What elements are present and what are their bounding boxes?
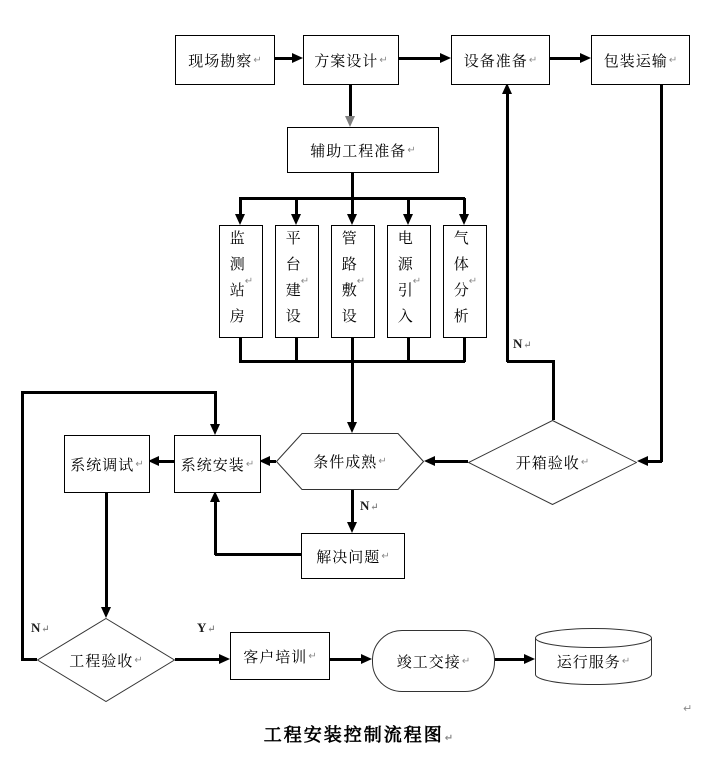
arrowhead-right (292, 53, 303, 63)
connector-line (407, 336, 410, 362)
connector-line (215, 553, 301, 556)
connector-line (493, 658, 524, 661)
arrowhead-down (347, 214, 357, 225)
node-monitor-station (219, 225, 263, 338)
node-system-debug (64, 435, 150, 493)
connector-line (214, 391, 217, 424)
paragraph-mark: ↵ (308, 650, 317, 662)
node-gas-analysis (443, 225, 487, 338)
node-system-install (174, 435, 261, 493)
connector-line (552, 360, 555, 420)
node-label: 系统调试 (70, 456, 135, 474)
paragraph-mark: ↵ (356, 276, 366, 287)
node-scheme-design (303, 35, 399, 85)
node-customer-training (230, 632, 330, 680)
paragraph-mark: ↵ (668, 54, 678, 66)
arrowhead-down (101, 607, 111, 618)
node-completion-handover (372, 630, 495, 692)
paragraph-mark: ↵ (41, 624, 50, 635)
connector-line (269, 460, 276, 463)
connector-line (239, 198, 242, 215)
paragraph-mark: ↵ (523, 340, 532, 351)
connector-line (506, 93, 509, 362)
node-label: 运行服务 (556, 654, 621, 671)
branch-label-no-upper: N↵ (513, 336, 532, 351)
node-label: 包装运输 (603, 52, 668, 70)
branch-label-yes: Y↵ (197, 620, 216, 635)
branch-label-no-lower: N↵ (31, 620, 50, 635)
node-operation-service (535, 628, 652, 685)
diagram-title: 工程安装控制流程图↵ (263, 725, 454, 745)
paragraph-mark: ↵ (135, 458, 144, 470)
node-auxiliary-prep (287, 127, 439, 173)
paragraph-mark: ↵ (412, 276, 422, 287)
node-label: 平台建设 (283, 229, 301, 334)
node-label: 监测站房 (227, 229, 245, 334)
connector-line (351, 360, 354, 422)
arrowhead-left (424, 456, 435, 466)
connector-line (273, 57, 293, 60)
node-label: 条件成熟 (313, 454, 378, 471)
connector-line (295, 198, 298, 215)
paragraph-mark: ↵ (683, 703, 693, 715)
node-label: 现场勘察 (188, 52, 253, 70)
paragraph-mark: ↵ (378, 456, 387, 467)
connector-line (239, 336, 242, 362)
node-pipeline-laying (331, 225, 375, 338)
arrowhead-right (580, 53, 591, 63)
connector-line (295, 336, 298, 362)
connector-line (648, 460, 662, 463)
node-platform-build (275, 225, 319, 338)
connector-line (21, 391, 24, 659)
arrowhead-down (235, 214, 245, 225)
node-condition-mature (276, 433, 424, 490)
paragraph-mark: ↵ (444, 733, 454, 744)
node-label: 系统安装 (180, 456, 245, 474)
connector-line (351, 490, 354, 522)
node-label: 工程验收 (69, 652, 134, 670)
paragraph-mark: ↵ (253, 54, 262, 66)
connector-line (21, 391, 216, 394)
node-label: 方案设计 (314, 52, 379, 70)
connector-line (463, 198, 466, 215)
connector-line (159, 460, 174, 463)
connector-line (105, 491, 108, 607)
arrowhead-down (459, 214, 469, 225)
connector-line (214, 501, 217, 555)
connector-line (328, 658, 361, 661)
node-label: 解决问题 (316, 548, 381, 566)
arrowhead-right (440, 53, 451, 63)
connector-line (351, 336, 354, 362)
paragraph-mark: ↵ (528, 54, 538, 66)
paragraph-mark: ↵ (207, 624, 216, 635)
node-unbox-acceptance (468, 420, 637, 505)
arrowhead-right (361, 654, 372, 664)
node-project-acceptance (37, 618, 175, 702)
paragraph-mark: ↵ (245, 458, 255, 470)
paragraph-mark: ↵ (461, 655, 471, 667)
arrowhead-down (345, 116, 355, 127)
paragraph-mark: ↵ (468, 276, 478, 287)
paragraph-mark: ↵ (580, 457, 590, 468)
node-site-survey (175, 35, 275, 85)
node-equipment-prep (451, 35, 550, 85)
connector-line (349, 83, 352, 117)
node-label: 电源引入 (395, 229, 413, 334)
connector-line (463, 336, 466, 362)
paragraph-mark: ↵ (381, 550, 390, 562)
paragraph-mark: ↵ (244, 276, 254, 287)
connector-line (351, 171, 354, 198)
node-solve-problem (301, 533, 405, 579)
connector-line (548, 57, 580, 60)
node-packing-transport (591, 35, 690, 85)
arrowhead-down (403, 214, 413, 225)
arrowhead-down (210, 424, 220, 435)
arrowhead-down (291, 214, 301, 225)
node-label: 管路敷设 (339, 229, 357, 334)
connector-line (407, 198, 410, 215)
arrowhead-right (219, 654, 230, 664)
connector-line (507, 360, 554, 363)
connector-line (175, 658, 219, 661)
paragraph-mark: ↵ (407, 144, 416, 156)
connector-line (351, 198, 354, 215)
paragraph-mark: ↵ (370, 502, 379, 513)
paragraph-mark: ↵ (621, 656, 631, 667)
node-label: 辅助工程准备 (310, 142, 407, 160)
node-label: 气体分析 (451, 229, 469, 334)
paragraph-mark: ↵ (300, 276, 310, 287)
branch-label-no-middle: N↵ (360, 498, 379, 513)
connector-line (660, 83, 663, 462)
connector-line (435, 460, 468, 463)
arrowhead-right (524, 654, 535, 664)
arrowhead-down (347, 422, 357, 433)
paragraph-mark: ↵ (134, 654, 143, 666)
node-label: 客户培训 (243, 648, 308, 666)
node-label: 设备准备 (463, 52, 528, 70)
node-power-supply (387, 225, 431, 338)
connector-line (397, 57, 440, 60)
node-label: 竣工交接 (396, 653, 461, 671)
paragraph-mark: ↵ (379, 54, 388, 66)
arrowhead-down (347, 522, 357, 533)
node-label: 开箱验收 (515, 455, 580, 472)
arrowhead-left (637, 456, 648, 466)
